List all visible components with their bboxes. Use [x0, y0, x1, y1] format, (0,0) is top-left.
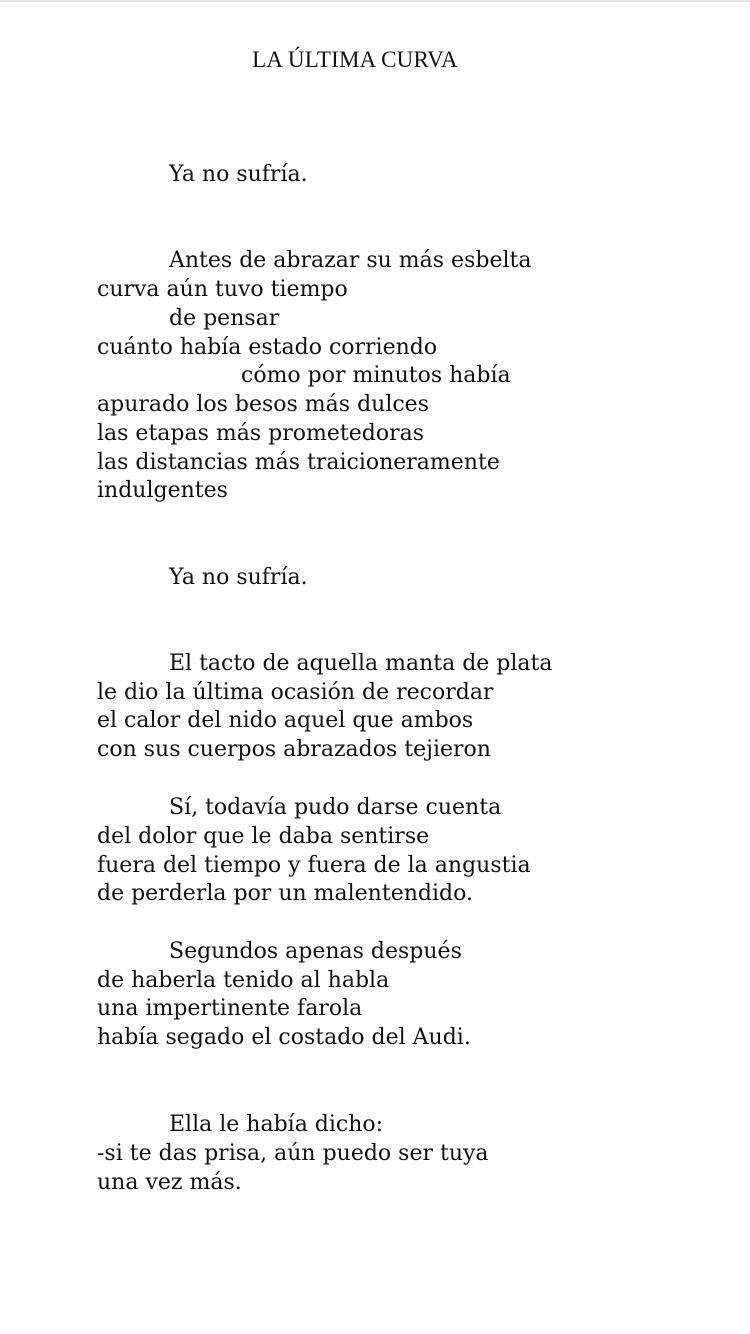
poem-line: le dio la última ocasión de recordar [97, 680, 494, 705]
poem-line: curva aún tuvo tiempo [97, 277, 348, 302]
poem-line: una impertinente farola [97, 996, 363, 1021]
poem-line: cuánto había estado corriendo [97, 335, 438, 360]
poem-line: una vez más. [97, 1170, 242, 1195]
poem-line: Segundos apenas después [169, 939, 462, 964]
poem-line: Antes de abrazar su más esbelta [169, 248, 532, 273]
poem-line: había segado el costado del Audi. [97, 1025, 471, 1050]
poem-line: Ya no sufría. [169, 162, 308, 187]
poem-line: de haberla tenido al habla [97, 968, 390, 993]
poem-line: el calor del nido aquel que ambos [97, 708, 474, 733]
poem-line: las distancias más traicioneramente [97, 450, 500, 475]
poem-line: -si te das prisa, aún puedo ser tuya [97, 1141, 489, 1166]
top-divider [0, 0, 750, 2]
poem-line: de pensar [169, 306, 280, 331]
poem-title: LA ÚLTIMA CURVA [252, 47, 458, 72]
poem-line: las etapas más prometedoras [97, 421, 424, 446]
poem-line: de perderla por un malentendido. [97, 881, 473, 906]
poem-line: Ya no sufría. [169, 565, 308, 590]
poem-line: cómo por minutos había [241, 363, 511, 388]
poem-line: con sus cuerpos abrazados tejieron [97, 737, 491, 762]
poem-line: Sí, todavía pudo darse cuenta [169, 795, 502, 820]
poem-line: del dolor que le daba sentirse [97, 824, 430, 849]
poem-line: El tacto de aquella manta de plata [169, 651, 553, 676]
poem-line: apurado los besos más dulces [97, 392, 429, 417]
poem-line: Ella le había dicho: [169, 1112, 384, 1137]
poem-line: indulgentes [97, 478, 228, 503]
poem-line: fuera del tiempo y fuera de la angustia [97, 853, 531, 878]
